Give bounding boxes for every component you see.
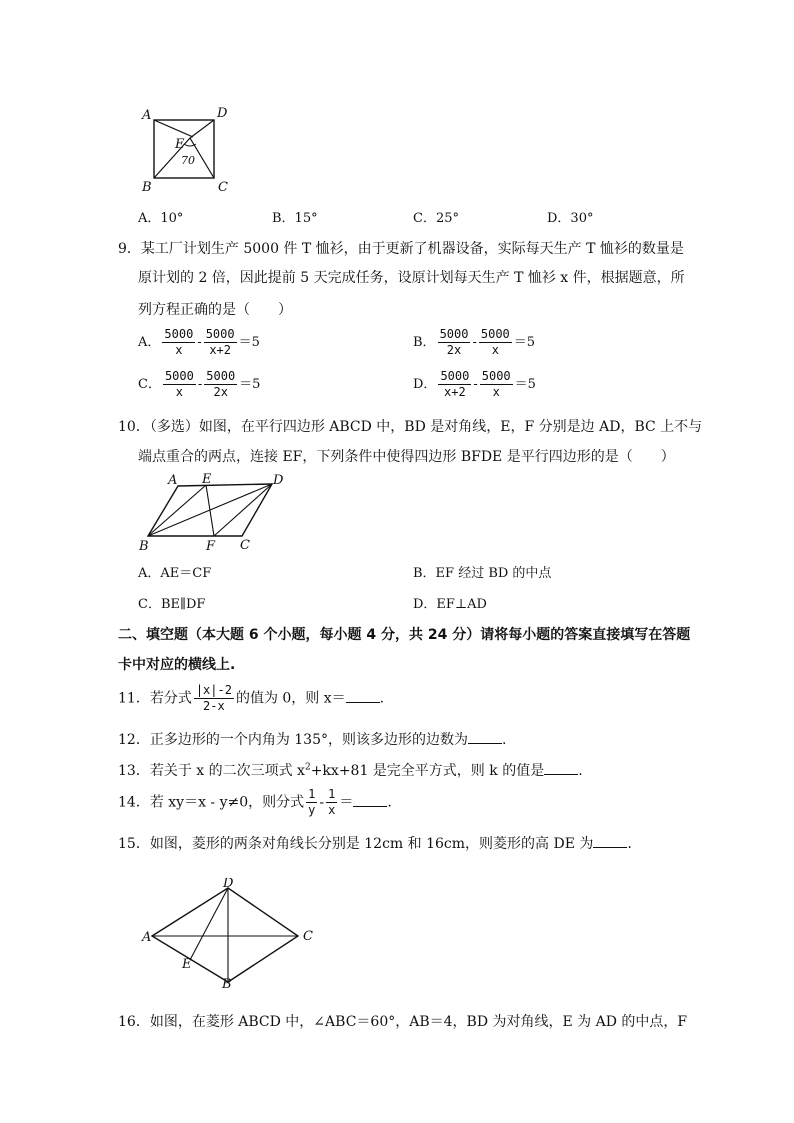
q8-option-b[interactable]: B．15° bbox=[272, 211, 318, 226]
label-c: C bbox=[240, 538, 250, 552]
label-c: C bbox=[218, 180, 228, 194]
label-e: E bbox=[202, 472, 212, 487]
fraction-numerator: 5000 bbox=[205, 327, 235, 341]
label-f: F bbox=[206, 539, 216, 552]
label-b: B bbox=[142, 180, 152, 194]
answer-blank[interactable] bbox=[346, 690, 380, 703]
q12 bbox=[118, 729, 506, 749]
q14 bbox=[118, 787, 392, 818]
label-a: A bbox=[168, 473, 178, 488]
q10-option-c[interactable]: C．BE∥DF bbox=[138, 597, 206, 612]
q15-text: 15．如图，菱形的两条对角线长分别是 12cm 和 16cm，则菱形的高 DE 为 bbox=[118, 836, 594, 852]
fraction-denominator: 2-x bbox=[203, 699, 225, 713]
fraction-denominator: 2x bbox=[213, 385, 228, 399]
period: . bbox=[387, 794, 392, 811]
label-d: D bbox=[273, 473, 284, 488]
fraction-numerator: 5000 bbox=[206, 369, 236, 383]
minus-sign: - bbox=[319, 794, 325, 811]
q9-line2: 原计划的 2 倍，因此提前 5 天完成任务，设原计划每天生产 T 恤衫 x 件，根据题意，所 bbox=[138, 270, 685, 286]
q15 bbox=[118, 833, 632, 853]
fraction-numerator: 5000 bbox=[480, 327, 510, 341]
q9-option-b[interactable] bbox=[413, 327, 535, 358]
option-label: A． bbox=[138, 335, 161, 350]
q13-middle: +kx+81 是完全平方式，则 k 的值是 bbox=[310, 763, 545, 779]
q10-line1: 10．（多选）如图，在平行四边形 ABCD 中，BD 是对角线，E，F 分别是边 AD，BC 上不与 bbox=[118, 419, 703, 435]
fraction-denominator: y bbox=[308, 803, 316, 817]
equals-five: ＝5 bbox=[239, 377, 261, 392]
q9-option-a[interactable] bbox=[138, 327, 260, 358]
fraction-denominator: x bbox=[492, 385, 500, 399]
answer-blank[interactable] bbox=[468, 731, 502, 744]
square-figure bbox=[138, 102, 238, 194]
equals-five: ＝5 bbox=[513, 335, 536, 350]
option-label: D． bbox=[413, 377, 437, 392]
label-e: E bbox=[182, 957, 192, 972]
fraction-denominator: x bbox=[175, 343, 183, 357]
q13 bbox=[118, 760, 583, 780]
equals-five: ＝5 bbox=[514, 377, 536, 392]
equals-sign: ＝ bbox=[339, 794, 354, 811]
label-a: A bbox=[142, 930, 152, 945]
answer-blank[interactable] bbox=[353, 794, 387, 807]
label-b: B bbox=[222, 977, 232, 992]
label-b: B bbox=[139, 539, 149, 552]
fraction-denominator: x+2 bbox=[209, 343, 231, 357]
q8-option-d[interactable]: D．30° bbox=[547, 211, 594, 226]
q16: 16．如图，在菱形 ABCD 中，∠ABC＝60°，AB＝4，BD 为对角线，E 为 AD 的中点，F bbox=[118, 1014, 688, 1030]
period: . bbox=[627, 836, 632, 852]
fraction-numerator: 5000 bbox=[439, 327, 469, 341]
q9-line1: 9．某工厂计划生产 5000 件 T 恤衫，由于更新了机器设备，实际每天生产 T 恤衫的数量是 bbox=[118, 241, 684, 257]
q10-option-d[interactable]: D．EF⊥AD bbox=[413, 597, 487, 612]
fraction-denominator: x bbox=[328, 803, 336, 817]
period: . bbox=[379, 690, 385, 707]
exponent: 2 bbox=[304, 762, 311, 773]
q9-option-d[interactable] bbox=[413, 369, 536, 400]
minus-sign: - bbox=[473, 377, 478, 392]
rhombus-figure bbox=[138, 878, 328, 992]
fraction-numerator: 5000 bbox=[481, 369, 511, 383]
label-a: A bbox=[142, 108, 152, 123]
q13-prefix: 13．若关于 x 的二次三项式 x bbox=[118, 763, 305, 779]
fraction-numerator: 1 bbox=[328, 787, 336, 801]
q14-prefix: 14．若 xy＝x - y≠0，则分式 bbox=[118, 794, 305, 811]
fraction-numerator: 5000 bbox=[440, 369, 470, 383]
q8-option-c[interactable]: C．25° bbox=[413, 211, 459, 226]
q9-option-c[interactable] bbox=[138, 369, 260, 400]
q11-prefix: 11．若分式 bbox=[118, 690, 192, 707]
equals-five: ＝5 bbox=[238, 335, 260, 350]
section-heading-line1: 二、填空题（本大题 6 个小题，每小题 4 分，共 24 分）请将每小题的答案直接填写在答题 bbox=[118, 627, 691, 643]
fraction-denominator: 2x bbox=[446, 343, 462, 357]
q11 bbox=[118, 683, 384, 714]
minus-sign: - bbox=[197, 335, 202, 350]
q11-suffix: 的值为 0，则 x＝ bbox=[235, 690, 346, 707]
parallelogram-figure bbox=[136, 472, 296, 552]
q10-option-b[interactable]: B．EF 经过 BD 的中点 bbox=[413, 566, 552, 581]
answer-blank[interactable] bbox=[544, 762, 578, 775]
fraction-denominator: x bbox=[491, 343, 499, 357]
label-e: E bbox=[175, 137, 185, 152]
q8-option-a[interactable]: A．10° bbox=[138, 211, 184, 226]
fraction-numerator: 5000 bbox=[164, 369, 194, 383]
fraction-numerator: 5000 bbox=[164, 327, 194, 341]
minus-sign: - bbox=[472, 335, 477, 350]
q12-text: 12．正多边形的一个内角为 135°，则该多边形的边数为 bbox=[118, 732, 468, 748]
fraction-numerator: 1 bbox=[308, 787, 316, 801]
option-label: B． bbox=[413, 335, 436, 350]
fraction-denominator: x+2 bbox=[444, 385, 466, 399]
q9-line3: 列方程正确的是（ ） bbox=[138, 302, 292, 318]
label-c: C bbox=[303, 929, 313, 944]
option-label: C． bbox=[138, 377, 161, 392]
minus-sign: - bbox=[197, 377, 203, 392]
fraction-numerator: |x|-2 bbox=[195, 683, 232, 697]
label-d: D bbox=[217, 106, 228, 121]
period: . bbox=[578, 763, 583, 779]
q10-line2: 端点重合的两点，连接 EF，下列条件中使得四边形 BFDE 是平行四边形的是（ ） bbox=[138, 449, 675, 465]
answer-blank[interactable] bbox=[593, 835, 627, 848]
label-d: D bbox=[223, 878, 234, 891]
q10-option-a[interactable]: A．AE＝CF bbox=[138, 566, 212, 581]
section-heading-line2: 卡中对应的横线上. bbox=[118, 657, 236, 673]
period: . bbox=[502, 732, 507, 748]
fraction-denominator: x bbox=[175, 385, 184, 399]
angle-label: 70 bbox=[181, 154, 195, 167]
